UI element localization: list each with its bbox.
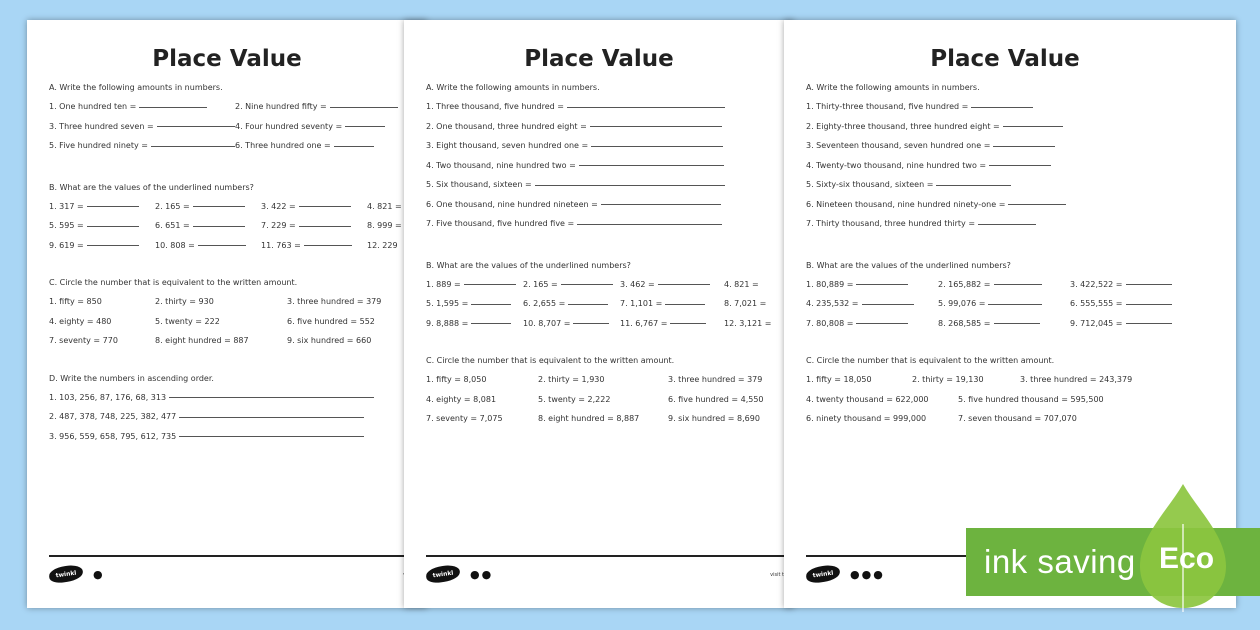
question-row [806, 214, 1236, 234]
question: 1. 80,889 = [806, 280, 938, 289]
question: 6. Three hundred one = [235, 141, 374, 150]
question-row [426, 314, 794, 334]
question: 3. 422 = [261, 202, 367, 211]
twinkl-logo: twinkl [425, 564, 461, 585]
question: 1. fifty = 8,050 [426, 375, 487, 385]
question: 8. eight hundred = 8,887 [538, 414, 640, 424]
question: 7. 229 = [261, 221, 367, 230]
section-b-heading: B. What are the values of the underlined numbers? [49, 182, 254, 192]
question: 9. 8,888 = [426, 319, 523, 328]
question: 1. 317 = [49, 202, 155, 211]
question-row [426, 275, 794, 295]
question-row [49, 97, 427, 117]
footer [426, 566, 493, 582]
question: 7. Thirty thousand, three hundred thirty = [806, 219, 1036, 228]
question: 4. 235,532 = [806, 299, 938, 308]
question: 3. 422,522 = [1070, 280, 1172, 289]
question: 7. seven thousand = 707,070 [958, 414, 1077, 424]
question: 9. six hundred = 660 [287, 336, 372, 346]
question-row [426, 97, 794, 117]
question-row [426, 214, 794, 234]
question: 8. eight hundred = 887 [155, 336, 249, 346]
question: 3. 462 = [620, 280, 724, 289]
question-row [49, 427, 427, 447]
question: 3. three hundred = 379 [668, 375, 763, 385]
question: 2. 165 = [155, 202, 261, 211]
question: 4. Twenty-two thousand, nine hundred two = [806, 161, 1051, 170]
question: 4. 821 = [724, 279, 759, 289]
twinkl-logo: twinkl [48, 564, 84, 585]
question: 4. Four hundred seventy = [235, 122, 385, 131]
question: 3. Seventeen thousand, seven hundred one = [806, 141, 1055, 150]
question-row [806, 275, 1236, 295]
question: 6. five hundred = 4,550 [668, 394, 764, 404]
question: 7. seventy = 770 [49, 336, 118, 346]
question: 2. 165,882 = [938, 280, 1070, 289]
question: 6. Nineteen thousand, nine hundred ninety-one = [806, 200, 1066, 209]
question-row [806, 294, 1236, 314]
question-row [806, 175, 1236, 195]
footer-divider [49, 555, 419, 557]
question-row [426, 175, 794, 195]
question: 4. Two thousand, nine hundred two = [426, 161, 724, 170]
twinkl-logo: twinkl [805, 564, 841, 585]
difficulty-dots: ●● [470, 567, 494, 581]
question: 2. Eighty-three thousand, three hundred eight = [806, 122, 1063, 131]
question: 6. One thousand, nine hundred nineteen = [426, 200, 721, 209]
question-row [426, 370, 794, 390]
question: 11. 6,767 = [620, 319, 724, 328]
question: 5. 99,076 = [938, 299, 1070, 308]
footnote: visit t [770, 572, 784, 578]
question-row [49, 331, 427, 351]
question-row [49, 312, 427, 332]
question: 7. Five thousand, five hundred five = [426, 219, 722, 228]
question: 9. six hundred = 8,690 [668, 414, 760, 424]
question: 1. One hundred ten = [49, 102, 235, 111]
question-row [49, 197, 427, 217]
question: 12. 229 [367, 240, 398, 250]
question: 5. Five hundred ninety = [49, 141, 235, 150]
difficulty-dots: ● [93, 567, 105, 581]
question-row [806, 370, 1236, 390]
worksheet-content [426, 78, 794, 429]
eco-label: Eco [1159, 542, 1215, 575]
question-row [426, 294, 794, 314]
question-row [49, 136, 427, 156]
worksheet-2 [404, 20, 794, 608]
worksheet-content [806, 78, 1236, 429]
question-row [49, 117, 427, 137]
question: 2. 487, 378, 748, 225, 382, 477 [49, 412, 364, 421]
question: 1. 103, 256, 87, 176, 68, 313 [49, 393, 374, 402]
difficulty-dots: ●●● [850, 567, 885, 581]
question-row [49, 292, 427, 312]
question: 12. 3,121 = [724, 318, 772, 328]
question: 9. 712,045 = [1070, 319, 1172, 328]
question-row [806, 97, 1236, 117]
footer [806, 566, 885, 582]
question: 1. Three thousand, five hundred = [426, 102, 725, 111]
question: 1. 889 = [426, 280, 523, 289]
question: 1. fifty = 18,050 [806, 375, 872, 385]
question-row [49, 236, 427, 256]
question: 5. twenty = 222 [155, 316, 220, 326]
question-row [806, 314, 1236, 334]
question-row [806, 409, 1236, 429]
question: 5. 1,595 = [426, 299, 523, 308]
question: 3. Three hundred seven = [49, 122, 235, 131]
question: 2. One thousand, three hundred eight = [426, 122, 722, 131]
question: 5. 595 = [49, 221, 155, 230]
question: 10. 8,707 = [523, 319, 620, 328]
question-row [49, 407, 427, 427]
question-row [49, 216, 427, 236]
section-a-heading: A. Write the following amounts in numbers. [49, 83, 223, 92]
question-row [806, 136, 1236, 156]
section-b-heading: B. What are the values of the underlined numbers? [806, 260, 1011, 270]
question: 4. eighty = 8,081 [426, 394, 497, 404]
ink-saving-label: ink saving [984, 543, 1136, 580]
footer-divider [426, 555, 786, 557]
worksheet-1 [27, 20, 427, 608]
question: 5. Six thousand, sixteen = [426, 180, 725, 189]
question-row [426, 390, 794, 410]
section-c-heading: C. Circle the number that is equivalent to the written amount. [806, 356, 1055, 365]
question: 6. 651 = [155, 221, 261, 230]
question-row [426, 409, 794, 429]
question: 6. 555,555 = [1070, 299, 1172, 308]
question: 4. eighty = 480 [49, 316, 112, 326]
section-c-heading: C. Circle the number that is equivalent to the written amount. [426, 356, 675, 365]
question-row [426, 156, 794, 176]
question: 4. 821 = [367, 201, 402, 211]
question: 6. five hundred = 552 [287, 316, 375, 326]
question: 3. 956, 559, 658, 795, 612, 735 [49, 432, 364, 441]
question-row [426, 136, 794, 156]
question: 5. Sixty-six thousand, sixteen = [806, 180, 1011, 189]
question-row [806, 117, 1236, 137]
question: 3. three hundred = 243,379 [1020, 375, 1133, 385]
footer [49, 566, 105, 582]
question-row [806, 390, 1236, 410]
question-row [49, 388, 427, 408]
question: 4. twenty thousand = 622,000 [806, 394, 929, 404]
question: 11. 763 = [261, 241, 367, 250]
question: 10. 808 = [155, 241, 261, 250]
section-a-heading: A. Write the following amounts in numbers. [806, 83, 980, 92]
page-title: Place Value [930, 46, 1080, 72]
page-title: Place Value [524, 46, 674, 72]
section-b-heading: B. What are the values of the underlined numbers? [426, 260, 631, 270]
question: 3. three hundred = 379 [287, 297, 382, 307]
question: 8. 999 = [367, 221, 402, 231]
question: 6. ninety thousand = 999,000 [806, 414, 927, 424]
question: 1. Thirty-three thousand, five hundred = [806, 102, 1033, 111]
question: 5. five hundred thousand = 595,500 [958, 394, 1104, 404]
question: 7. 80,808 = [806, 319, 938, 328]
question: 7. seventy = 7,075 [426, 414, 503, 424]
worksheet-content [49, 78, 427, 446]
question: 2. Nine hundred fifty = [235, 102, 398, 111]
question: 1. fifty = 850 [49, 297, 102, 307]
question: 2. 165 = [523, 280, 620, 289]
section-a-heading: A. Write the following amounts in numbers. [426, 83, 600, 92]
question-row [806, 156, 1236, 176]
page-title: Place Value [152, 46, 302, 72]
question: 2. thirty = 930 [155, 297, 214, 307]
question: 7. 1,101 = [620, 299, 724, 308]
question-row [426, 117, 794, 137]
question: 9. 619 = [49, 241, 155, 250]
question: 8. 268,585 = [938, 319, 1070, 328]
question: 3. Eight thousand, seven hundred one = [426, 141, 723, 150]
question-row [426, 195, 794, 215]
question-row [806, 195, 1236, 215]
question: 2. thirty = 19,130 [912, 375, 984, 385]
section-c-heading: C. Circle the number that is equivalent to the written amount. [49, 278, 298, 287]
question: 2. thirty = 1,930 [538, 375, 605, 385]
section-d-heading: D. Write the numbers in ascending order. [49, 373, 214, 383]
question: 6. 2,655 = [523, 299, 620, 308]
question: 8. 7,021 = [724, 299, 767, 309]
question: 5. twenty = 2,222 [538, 394, 611, 404]
